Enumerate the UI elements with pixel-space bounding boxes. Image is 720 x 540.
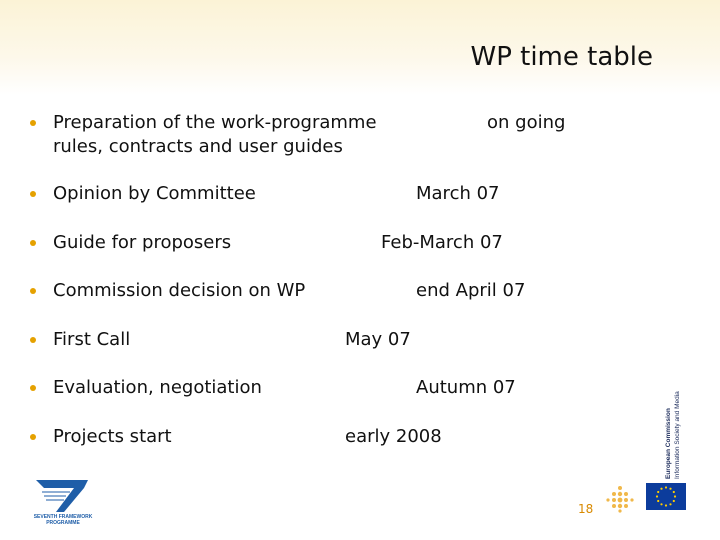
dot-cross-decoration-icon [604,485,638,513]
logo-text-line2: PROGRAMME [46,520,80,526]
timeline-label: Commission decision on WP [53,280,306,301]
bullet-icon [30,288,36,294]
bullet-icon [30,337,36,343]
bullet-icon [30,240,36,246]
seventh-framework-programme-logo [30,476,96,526]
timeline-date: Autumn 07 [416,377,516,398]
timeline-label: Opinion by Committee [53,183,256,204]
timeline-label-line2: rules, contracts and user guides [53,136,343,157]
side-text-line1: European Commission [665,408,672,479]
timeline-label: Evaluation, negotiation [53,377,262,398]
bullet-icon [30,191,36,197]
slide-title: WP time table [470,42,653,72]
timeline-date: March 07 [416,183,500,204]
logo-text-line1: SEVENTH FRAMEWORK [33,514,93,520]
timeline-date: early 2008 [345,426,442,447]
bullet-icon [30,120,36,126]
page-number: 18 [578,502,594,516]
timeline-label: Guide for proposers [53,232,232,253]
timeline-date: end April 07 [416,280,526,301]
bullet-icon [30,434,36,440]
timeline-label: Projects start [53,426,172,447]
eu-flag-icon [646,483,686,510]
timeline-date: May 07 [345,329,411,350]
side-text-line2: Information Society and Media [674,391,681,479]
european-commission-side-label [658,378,688,480]
bullet-icon [30,385,36,391]
timeline-date: Feb-March 07 [381,232,503,253]
timeline-label-line1: Preparation of the work-programme [53,112,377,133]
timeline-label: First Call [53,329,131,350]
timeline-date: on going [487,112,566,133]
